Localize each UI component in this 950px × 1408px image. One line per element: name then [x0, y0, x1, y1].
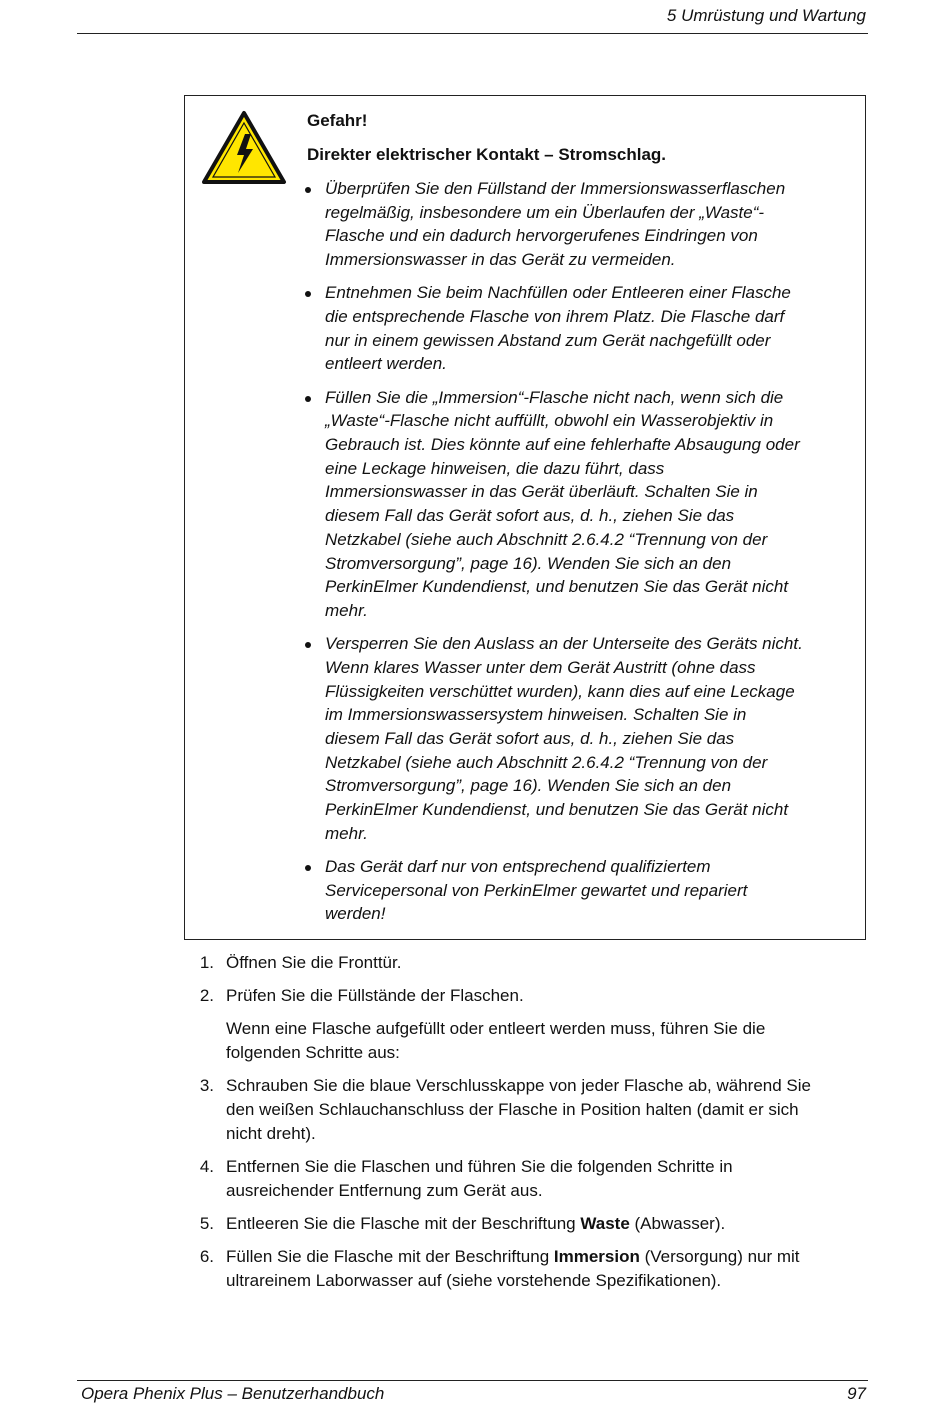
step-number: 4.	[199, 1156, 214, 1176]
bullet-icon	[305, 187, 311, 193]
warning-bullet-item	[325, 177, 853, 272]
text-line: Gebrauch ist. Dies könnte auf eine fehlerhafte Absaugung oder	[325, 435, 800, 455]
text-line: PerkinElmer Kundendienst, und benutzen Sie das Gerät nicht	[325, 577, 789, 597]
text-line: Schrauben Sie die blaue Verschlusskappe von jeder Flasche ab, während Sie	[226, 1076, 811, 1096]
text-line: diesem Fall das Gerät sofort aus, d. h., ziehen Sie das	[325, 728, 735, 748]
emphasized-label: Waste	[580, 1213, 630, 1233]
step-text	[226, 1074, 850, 1145]
text-line: Füllen Sie die „Immersion“-Flasche nicht nach, wenn sich die	[325, 387, 784, 407]
header-divider	[77, 33, 868, 34]
text-fragment: (Abwasser).	[629, 1213, 726, 1233]
text-line: mehr.	[325, 823, 368, 843]
text-line: Flasche und ein dadurch hervorgerufenes Eindringen von	[325, 226, 758, 246]
text-fragment: Füllen Sie die Flasche mit der Beschriftung	[226, 1247, 554, 1267]
text-line: Entnehmen Sie beim Nachfüllen oder Entleeren einer Flasche	[325, 283, 791, 303]
text-line: werden!	[325, 904, 386, 924]
electric-shock-warning-icon	[201, 110, 287, 186]
text-line: Servicepersonal von PerkinElmer gewartet und repariert	[325, 880, 748, 900]
warning-subtitle: Direkter elektrischer Kontakt – Stromschlag.	[307, 145, 667, 164]
emphasized-label: Immersion	[553, 1247, 640, 1267]
text-line: Netzkabel (siehe auch Abschnitt 2.6.4.2 “Trennung von der	[325, 529, 768, 549]
text-line: Öffnen Sie die Fronttür.	[226, 953, 402, 972]
step-number: 2.	[199, 986, 214, 1006]
step-number: 5.	[199, 1213, 214, 1233]
text-line: nur in einem gewissen Abstand zum Gerät nachgefüllt oder	[325, 330, 771, 350]
text-line: eine Leckage hinweisen, die dazu führt, dass	[325, 458, 665, 478]
text-line: den weißen Schlauchanschluss der Flasche in Position halten (damit er sich	[226, 1100, 799, 1120]
text-line: Prüfen Sie die Füllstände der Flaschen.	[226, 986, 524, 1006]
bullet-icon	[305, 396, 311, 402]
bullet-icon	[305, 291, 311, 297]
footer-document-title: Opera Phenix Plus – Benutzerhandbuch	[81, 1384, 385, 1403]
text-line: Wenn klares Wasser unter dem Gerät Austritt (ohne dass	[325, 657, 756, 677]
step-note	[226, 1017, 850, 1064]
section-title: 5 Umrüstung und Wartung	[666, 6, 866, 25]
step-item	[190, 951, 850, 975]
danger-warning-box	[184, 95, 866, 940]
step-item	[190, 1245, 850, 1292]
warning-bullet-item	[325, 281, 853, 376]
footer-divider	[77, 1380, 868, 1381]
step-number: 3.	[199, 1076, 214, 1096]
step-text	[226, 951, 850, 975]
text-line: diesem Fall das Gerät sofort aus, d. h., ziehen Sie das	[325, 506, 735, 526]
step-item	[190, 984, 850, 1008]
text-fragment: Entleeren Sie die Flasche mit der Beschriftung	[226, 1213, 581, 1233]
text-line: Stromversorgung”, page 16). Wenden Sie sich an den	[325, 776, 732, 796]
text-line: Immersionswasser in das Gerät überläuft. Schalten Sie in	[325, 482, 758, 502]
step-number: 1.	[199, 953, 214, 972]
text-line: im Immersionswassersystem hinweisen. Schalten Sie in	[325, 705, 747, 725]
text-line: Flüssigkeiten verschüttet wurden), kann dies auf eine Leckage	[325, 681, 795, 701]
step-item	[190, 1155, 850, 1202]
procedure-steps	[190, 951, 850, 1302]
text-line: Netzkabel (siehe auch Abschnitt 2.6.4.2 “Trennung von der	[325, 752, 768, 772]
text-fragment: ultrareinem Laborwasser auf (siehe vorstehende Spezifikationen).	[226, 1270, 722, 1290]
step-item	[190, 1212, 850, 1236]
text-line: die entsprechende Flasche von ihrem Platz. Die Flasche darf	[325, 307, 785, 327]
text-line: mehr.	[325, 600, 368, 620]
step-text	[226, 1155, 850, 1202]
warning-title: Gefahr!	[307, 111, 368, 130]
bullet-icon	[305, 865, 311, 871]
step-item	[190, 1074, 850, 1145]
text-line: Wenn eine Flasche aufgefüllt oder entleert werden muss, führen Sie die	[226, 1019, 766, 1039]
text-line: regelmäßig, insbesondere um ein Überlaufen der „Waste“-	[325, 202, 765, 222]
text-line: nicht dreht).	[226, 1123, 316, 1143]
text-line: Überprüfen Sie den Füllstand der Immersionswasserflaschen	[325, 179, 786, 198]
warning-bullet-item	[325, 632, 853, 845]
text-line: Immersionswasser in das Gerät zu vermeiden.	[325, 250, 676, 270]
warning-bullet-item	[325, 855, 853, 926]
page-number: 97	[847, 1384, 866, 1403]
warning-bullet-list	[325, 177, 853, 936]
step-text	[226, 1212, 850, 1236]
text-line: PerkinElmer Kundendienst, und benutzen Sie das Gerät nicht	[325, 800, 789, 820]
text-line: Das Gerät darf nur von entsprechend qualifiziertem	[325, 856, 711, 876]
step-text	[226, 984, 850, 1008]
step-number: 6.	[199, 1247, 214, 1267]
warning-bullet-item	[325, 386, 853, 623]
text-line: ausreichender Entfernung zum Gerät aus.	[226, 1180, 543, 1200]
step-text	[226, 1245, 850, 1292]
text-line: Versperren Sie den Auslass an der Unterseite des Geräts nicht.	[325, 634, 803, 654]
text-fragment: (Versorgung) nur mit	[639, 1247, 800, 1267]
text-line: Stromversorgung”, page 16). Wenden Sie sich an den	[325, 553, 732, 573]
text-line: Entfernen Sie die Flaschen und führen Sie die folgenden Schritte in	[226, 1156, 733, 1176]
bullet-icon	[305, 642, 311, 648]
text-line: „Waste“-Flasche nicht auffüllt, obwohl ein Wasserobjektiv in	[325, 411, 774, 431]
text-line: folgenden Schritte aus:	[226, 1043, 400, 1063]
text-line: entleert werden.	[325, 354, 447, 374]
